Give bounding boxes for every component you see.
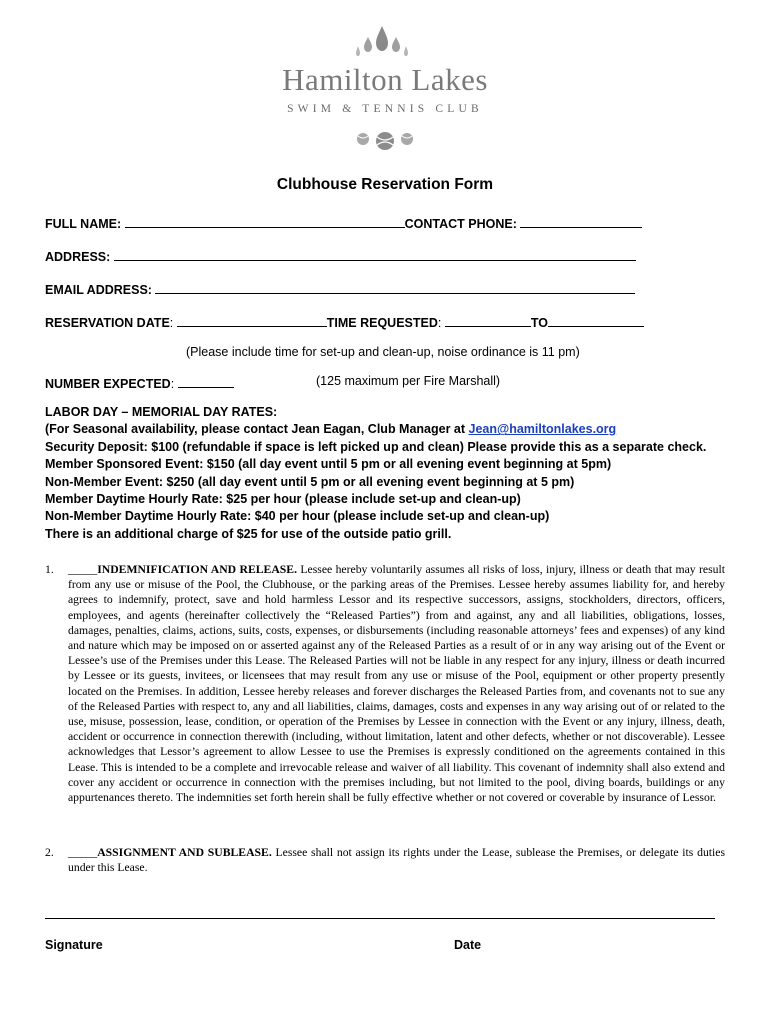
reservation-row <box>45 313 644 330</box>
seasonal-text: (For Seasonal availability, please contact Jean Eagan, Club Manager at <box>45 422 469 437</box>
date-label: Date <box>454 938 482 952</box>
time-requested-label: TIME REQUESTED <box>326 316 438 330</box>
signature-label: Signature <box>45 938 103 952</box>
number-note: (125 maximum per Fire Marshall) <box>316 374 501 388</box>
signature-line[interactable] <box>45 918 715 919</box>
number-expected-field[interactable] <box>178 374 234 388</box>
seasonal-line <box>45 421 706 438</box>
member-hourly-line: Member Daytime Hourly Rate: $25 per hour (please include set-up and clean-up) <box>45 492 521 507</box>
email-field[interactable] <box>155 280 635 294</box>
number-expected-label: NUMBER EXPECTED <box>45 377 171 391</box>
club-name: Hamilton Lakes <box>282 62 488 97</box>
clause-number: 1. <box>45 563 54 576</box>
clause-number: 2. <box>45 846 54 859</box>
manager-email-link[interactable]: Jean@hamiltonlakes.org <box>468 422 617 437</box>
deposit-line: Security Deposit: $100 (refundable if space is left picked up and clean) Please provide this as a separate check. <box>45 439 707 454</box>
nonmember-event-line: Non-Member Event: $250 (all day event until 5 pm or all evening event beginning at 5 pm) <box>45 474 575 489</box>
clause-text: Lessee hereby voluntarily assumes all risks of loss, injury, illness or death that may result from any use or misuse of the Pool, the Clubhouse, or the parking areas of the Premises. Lessee hereby assumes liability for, and hereby agrees to indemnify, protect, save and hold harmless Lessor and its respective successors, assigns, stockholders, directors, officers, employees, and agents (hereinafter collectively the “Released Parties”) from and against, any and all liabilities, obligations, losses, damages, penalties, claims, actions, suits, costs, expenses, or disbursements (including reasonable attorneys’ fees and expenses) of any kind and nature which may be imposed on or asserted against any of the Released Parties as a result of or in any way arising out of the Event or Lessee’s use of the Premises under this Lease. The Released Parties will not be liable in any respect for any injury, illness or death incurred by Lessee or its guests, invitees, or licensees that may result from any use or misuse of the Pool, equipment or other property presently located on the Premises. In addition, Lessee hereby releases and forever discharges the Released Parties from, and covenants not to sue any of the Released Parties with respect to, any and all liabilities, claims, damages, costs and expenses in any way arising out of or related to the use, misuse, possession, lease, condition, or operation of the Premises by Lessee in connection with the Event or any injury, illness, death, accident or occurrence in connection therewith (including, without limitation, latent and other defects, whether or not discoverable). Lessee acknowledges that Lessor’s agreement to allow Lessee to use the Premises is expressly conditioned on the agreements contained in this Lease. This is intended to be a complete and irrevocable release and waiver of all liability. This covenant of indemnity shall also extend and cover any accident or occurrence in connection with the premises including, but not limited to the pool, diving boards, buildings or any appurtenances thereto. The indemnities set forth herein shall be fully effective whether or not covered or coverable by insurance of Lessor. <box>68 563 725 805</box>
email-row <box>45 280 635 297</box>
clause-title: ASSIGNMENT AND SUBLEASE. <box>97 846 272 859</box>
clause-initial-blank[interactable]: _____ <box>68 846 98 859</box>
full-name-row <box>45 214 642 231</box>
contact-phone-label: CONTACT PHONE: <box>404 217 517 231</box>
reservation-date-colon: : <box>169 316 174 330</box>
clause-initial-blank[interactable]: _____ <box>68 563 98 576</box>
time-to-field[interactable] <box>548 313 644 327</box>
number-expected-row <box>45 374 234 391</box>
address-field[interactable] <box>114 247 636 261</box>
form-title: Clubhouse Reservation Form <box>276 176 494 193</box>
clause-indemnification <box>45 562 725 805</box>
time-note: (Please include time for set-up and clean-up, noise ordinance is 11 pm) <box>186 345 580 359</box>
tennis-balls-icon <box>353 125 417 153</box>
grill-line: There is an additional charge of $25 for use of the outside patio grill. <box>45 526 452 541</box>
clause-assignment <box>45 845 725 875</box>
full-name-field[interactable] <box>125 214 405 228</box>
water-drops-icon <box>352 24 412 64</box>
rates-heading: LABOR DAY – MEMORIAL DAY RATES: <box>45 405 278 419</box>
to-label: TO <box>530 316 548 330</box>
club-subtitle: SWIM & TENNIS CLUB <box>287 103 483 115</box>
contact-phone-field[interactable] <box>520 214 642 228</box>
email-label: EMAIL ADDRESS: <box>45 283 152 297</box>
address-label: ADDRESS: <box>45 250 111 264</box>
member-event-line: Member Sponsored Event: $150 (all day event until 5 pm or all evening event beginning at 5pm) <box>45 457 612 472</box>
time-from-field[interactable] <box>445 313 531 327</box>
full-name-label: FULL NAME: <box>45 217 122 231</box>
reservation-date-field[interactable] <box>177 313 327 327</box>
nonmember-hourly-line: Non-Member Daytime Hourly Rate: $40 per hour (please include set-up and clean-up) <box>45 509 550 524</box>
time-requested-colon: : <box>437 316 442 330</box>
rates-section <box>45 404 706 543</box>
clause-title: INDEMNIFICATION AND RELEASE. <box>97 563 297 576</box>
address-row <box>45 247 636 264</box>
clause-text: Lessee shall not assign its rights under the Lease, sublease the Premises, or delegate its duties under this Lease. <box>68 846 726 875</box>
reservation-date-label: RESERVATION DATE <box>45 316 170 330</box>
number-expected-colon: : <box>170 377 175 391</box>
